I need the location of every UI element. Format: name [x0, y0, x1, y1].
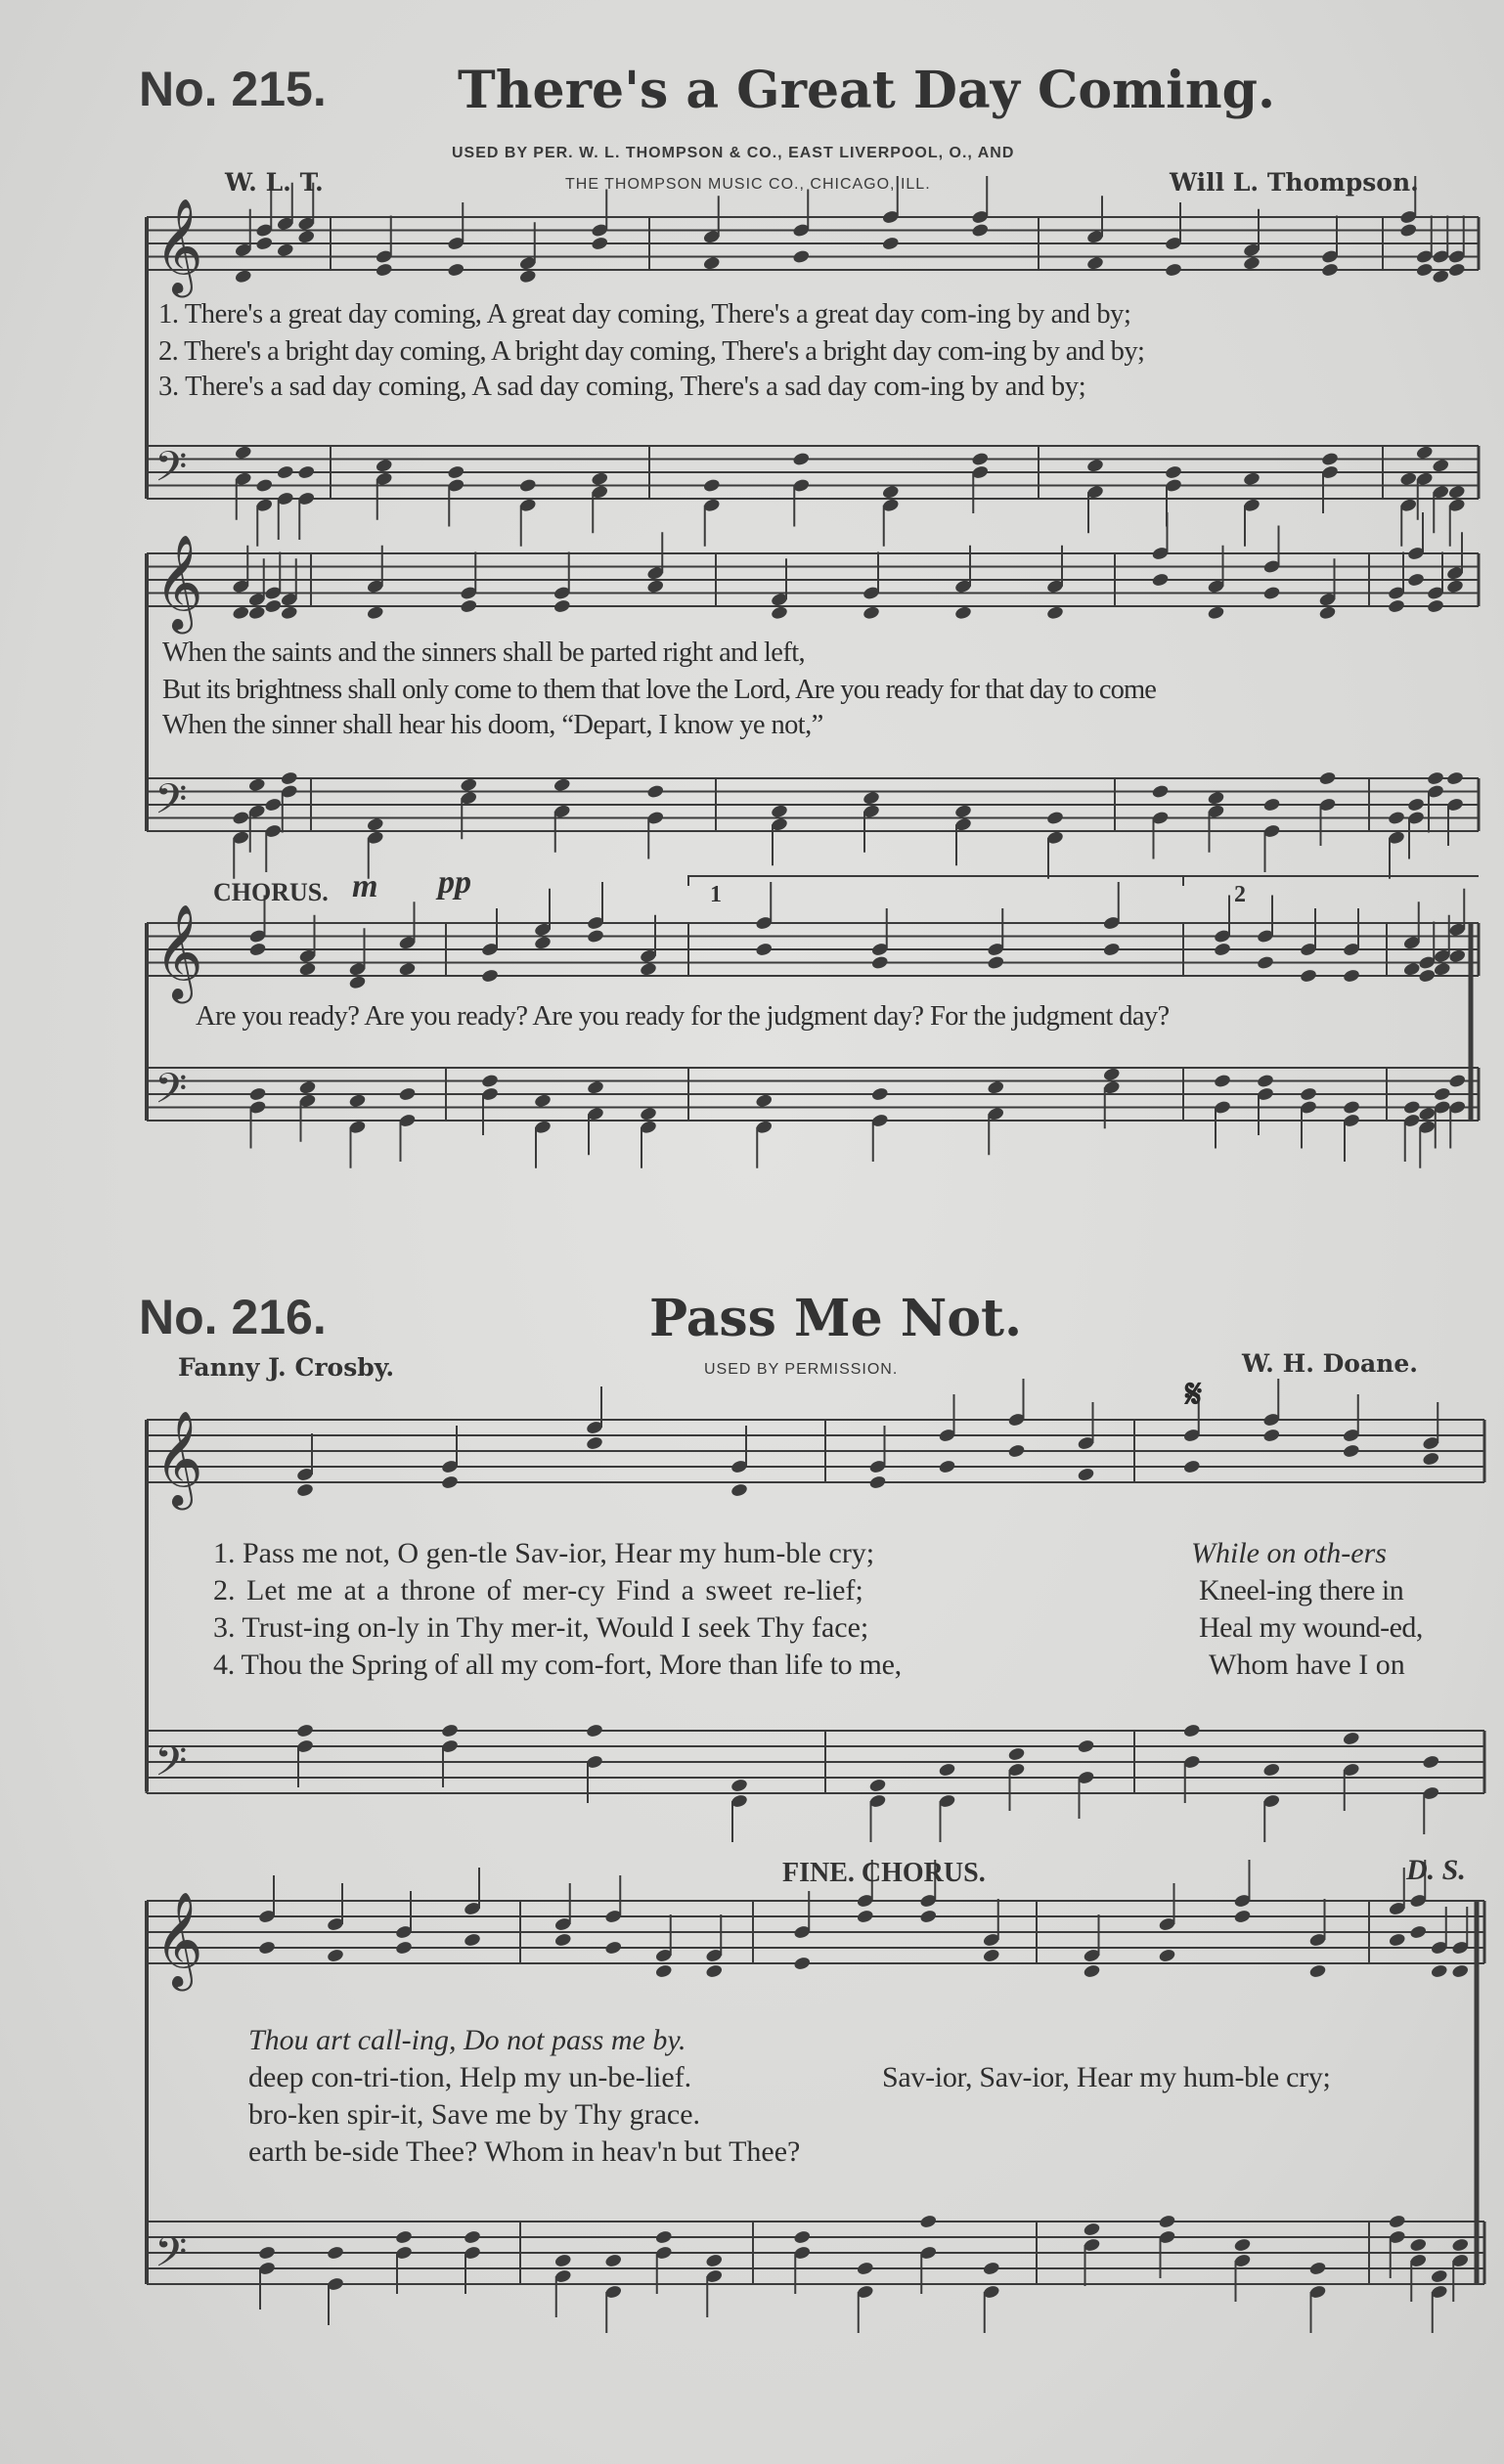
note-head — [1451, 1963, 1470, 1979]
note-head — [1300, 968, 1318, 984]
note-head — [247, 777, 266, 793]
note-head — [1233, 1909, 1252, 1924]
note-head — [1046, 811, 1065, 826]
note-head — [863, 790, 881, 806]
note-head — [881, 484, 900, 500]
note-head — [1007, 1746, 1026, 1762]
note-head — [771, 804, 789, 819]
bass-clef-icon: 𝄢 — [155, 775, 188, 834]
note-head — [987, 955, 1005, 971]
note-head — [297, 464, 316, 480]
note-head — [375, 458, 393, 473]
note-head — [1102, 942, 1121, 957]
note-head — [348, 1093, 367, 1109]
note-head — [1300, 1086, 1318, 1102]
note-head — [1407, 572, 1426, 588]
note-head — [464, 1932, 482, 1948]
verse-lyric: Kneel-ing there in — [1199, 1574, 1404, 1606]
note-head — [460, 598, 478, 614]
note-head — [919, 2214, 938, 2229]
note-head — [856, 2261, 874, 2276]
chorus-lyric: Sav-ior, Sav-ior, Hear my hum-ble cry; — [882, 2061, 1331, 2093]
note-head — [1402, 1100, 1421, 1116]
note-head — [954, 605, 973, 621]
note-head — [398, 1086, 417, 1102]
verse-lyric: 3. There's a sad day coming, A sad day coming, There's a sad day com-ing by and by; — [158, 372, 1086, 402]
note-head — [587, 929, 605, 945]
note-head — [1415, 262, 1434, 278]
note-head — [366, 816, 384, 832]
treble-clef-icon: 𝄞 — [155, 903, 203, 999]
note-head — [232, 605, 250, 621]
note-head — [1451, 2237, 1470, 2253]
verse-lyric: Thou art call-ing, Do not pass me by. — [248, 2024, 686, 2056]
note-head — [255, 478, 274, 494]
note-head — [553, 777, 571, 793]
note-head — [296, 1482, 315, 1498]
note-head — [1418, 1106, 1437, 1122]
bass-clef-icon: 𝄢 — [155, 1065, 188, 1123]
note-head — [481, 1074, 500, 1089]
note-head — [982, 1948, 1000, 1963]
note-head — [1262, 586, 1281, 601]
note-head — [586, 1435, 604, 1451]
note-head — [248, 1086, 267, 1102]
note-head — [518, 269, 537, 285]
note-head — [868, 1474, 887, 1490]
segno-sign: 𝄋 — [1185, 1371, 1203, 1417]
note-head — [395, 2229, 414, 2245]
note-head — [702, 478, 721, 494]
note-head — [1083, 1963, 1101, 1979]
note-head — [938, 1459, 956, 1474]
note-head — [1165, 262, 1183, 278]
note-head — [1007, 1443, 1026, 1459]
note-head — [755, 1093, 774, 1109]
note-head — [771, 605, 789, 621]
note-head — [234, 269, 252, 285]
note-head — [1086, 255, 1105, 271]
note-head — [640, 1106, 658, 1122]
verse-lyric: 3. Trust-ing on-ly in Thy mer-it, Would I seek Thy face; — [213, 1611, 869, 1644]
ending-bracket — [1183, 876, 1479, 886]
note-head — [702, 255, 721, 271]
note-head — [464, 2229, 482, 2245]
note-head — [1318, 605, 1337, 621]
bass-clef-icon: 𝄢 — [155, 1738, 188, 1796]
note-head — [264, 598, 283, 614]
note-head — [447, 262, 465, 278]
note-head — [1308, 2261, 1327, 2276]
note-head — [1318, 770, 1337, 786]
verse-lyric: deep con-tri-tion, Help my un-be-lief. — [248, 2061, 692, 2093]
note-head — [1432, 269, 1450, 285]
note-head — [1427, 770, 1445, 786]
verse-lyric: bro-ken spir-it, Save me by Thy grace. — [248, 2098, 701, 2131]
note-head — [258, 2245, 277, 2261]
verse-lyric: When the sinner shall hear his doom, “Depart, I know ye not,” — [162, 710, 823, 740]
note-head — [248, 942, 267, 957]
dynamic-marking: pp — [438, 864, 471, 901]
note-head — [730, 1482, 749, 1498]
verse-lyric: When the saints and the sinners shall be parted right and left, — [162, 638, 806, 668]
note-head — [534, 1093, 553, 1109]
treble-clef-icon: 𝄞 — [155, 1891, 203, 1987]
note-head — [234, 445, 252, 461]
note-head — [1432, 458, 1450, 473]
note-head — [1182, 1459, 1201, 1474]
note-head — [730, 1778, 749, 1793]
hymn-title: There's a Great Day Coming. — [458, 61, 1276, 120]
note-head — [1430, 1963, 1448, 1979]
note-head — [1422, 1451, 1440, 1467]
treble-clef-icon: 𝄞 — [155, 1410, 203, 1506]
note-head — [1446, 770, 1465, 786]
note-head — [792, 452, 811, 467]
note-head — [375, 262, 393, 278]
note-head — [856, 1909, 874, 1924]
note-head — [1214, 942, 1232, 957]
hymn-number: No. 216. — [139, 1290, 327, 1344]
note-head — [868, 1778, 887, 1793]
verse-lyric: 1. Pass me not, O gen-tle Sav-ior, Hear my hum-ble cry; — [213, 1537, 875, 1569]
note-head — [395, 1940, 414, 1956]
note-head — [1182, 1723, 1201, 1738]
verse-lyric: 2. Let me at a throne of mer-cy Find a sweet re-lief; — [213, 1574, 863, 1606]
note-head — [348, 975, 367, 990]
note-head — [1422, 1754, 1440, 1770]
note-head — [553, 2253, 572, 2268]
note-head — [1433, 1086, 1451, 1102]
note-head — [232, 811, 250, 826]
note-head — [604, 1940, 623, 1956]
note-head — [1321, 452, 1340, 467]
note-head — [938, 1762, 956, 1778]
note-head — [640, 961, 658, 977]
note-head — [1427, 598, 1445, 614]
note-head — [654, 2229, 673, 2245]
note-head — [654, 1963, 673, 1979]
note-head — [1447, 484, 1466, 500]
note-head — [1343, 968, 1361, 984]
note-head — [705, 2253, 724, 2268]
note-head — [1083, 2222, 1101, 2237]
lyricist: W. L. T. — [225, 168, 324, 197]
note-head — [1407, 797, 1426, 813]
note-head — [460, 777, 478, 793]
ending-number: 2 — [1234, 882, 1246, 907]
verse-lyric: While on oth-ers — [1191, 1537, 1387, 1569]
note-head — [1262, 1762, 1281, 1778]
note-head — [646, 784, 665, 800]
note-head — [1433, 961, 1451, 977]
note-head — [518, 478, 537, 494]
note-head — [1343, 1100, 1361, 1116]
note-head — [987, 1079, 1005, 1095]
fine-chorus-label: FINE. CHORUS. — [782, 1858, 986, 1888]
note-head — [863, 605, 881, 621]
note-head — [280, 770, 298, 786]
note-head — [1448, 948, 1467, 964]
note-head — [1388, 811, 1406, 826]
note-head — [793, 2229, 812, 2245]
note-head — [1262, 797, 1281, 813]
note-head — [586, 1723, 604, 1738]
note-head — [1158, 1948, 1176, 1963]
note-head — [1388, 1932, 1406, 1948]
note-head — [1151, 572, 1170, 588]
note-head — [553, 1932, 572, 1948]
note-head — [1077, 1467, 1095, 1482]
note-head — [1402, 961, 1421, 977]
note-head — [792, 249, 811, 265]
note-head — [276, 464, 294, 480]
note-head — [441, 1723, 460, 1738]
verse-lyric: Whom have I on — [1209, 1649, 1405, 1681]
ending-number: 1 — [710, 882, 722, 907]
note-head — [1409, 2237, 1428, 2253]
note-head — [247, 605, 266, 621]
dal-segno-label: D. S. — [1406, 1854, 1466, 1886]
note-head — [587, 1079, 605, 1095]
note-head — [1214, 1074, 1232, 1089]
note-head — [1447, 262, 1466, 278]
note-head — [755, 942, 774, 957]
note-head — [1321, 262, 1340, 278]
note-head — [604, 2253, 623, 2268]
verse-lyric: earth be-side Thee? Whom in heav'n but Thee? — [248, 2135, 801, 2168]
note-head — [1233, 2237, 1252, 2253]
note-head — [1077, 1738, 1095, 1754]
note-head — [280, 605, 298, 621]
bass-clef-icon: 𝄢 — [155, 443, 188, 502]
note-head — [298, 1079, 317, 1095]
treble-clef-icon: 𝄞 — [155, 534, 203, 630]
hymn-title: Pass Me Not. — [649, 1289, 1023, 1348]
note-head — [1399, 223, 1418, 239]
note-head — [870, 1086, 889, 1102]
note-head — [591, 471, 609, 487]
ending-bracket — [688, 876, 1183, 886]
verse-lyric: But its brightness shall only come to them that love the Lord, Are you ready for that day to come — [162, 675, 1157, 705]
note-head — [1388, 598, 1406, 614]
verse-lyric: 4. Thou the Spring of all my com-fort, More than life to me, — [213, 1649, 902, 1681]
note-head — [1151, 784, 1170, 800]
note-head — [1446, 579, 1465, 594]
note-head — [954, 804, 973, 819]
note-head — [258, 1940, 277, 1956]
note-head — [705, 1963, 724, 1979]
chorus-lyric: Are you ready? Are you ready? Are you ready for the judgment day? For the judgment day? — [196, 1001, 1170, 1032]
note-head — [297, 229, 316, 244]
note-head — [553, 598, 571, 614]
note-head — [919, 1909, 938, 1924]
note-head — [1342, 1443, 1360, 1459]
note-head — [481, 968, 500, 984]
note-head — [398, 961, 417, 977]
composer: W. H. Doane. — [1242, 1349, 1418, 1378]
note-head — [1207, 605, 1225, 621]
chorus-label: CHORUS. — [213, 878, 329, 906]
treble-clef-icon: 𝄞 — [155, 198, 203, 293]
verse-lyric: Heal my wound-ed, — [1199, 1611, 1423, 1644]
note-head — [1448, 1074, 1467, 1089]
note-head — [1409, 1924, 1428, 1940]
note-head — [971, 223, 990, 239]
note-head — [1086, 458, 1105, 473]
note-head — [1257, 955, 1275, 971]
note-head — [1207, 790, 1225, 806]
verse-lyric: 2. There's a bright day coming, A bright day coming, There's a bright day com-ing by and by; — [158, 336, 1145, 367]
note-head — [1243, 471, 1261, 487]
note-head — [1430, 2268, 1448, 2284]
note-head — [982, 2261, 1000, 2276]
note-head — [881, 236, 900, 251]
note-head — [441, 1474, 460, 1490]
lyricist: Fanny J. Crosby. — [178, 1353, 395, 1382]
note-head — [793, 1956, 812, 1971]
verse-lyric: 1. There's a great day coming, A great day coming, There's a great day com-ing by and by; — [158, 299, 1131, 330]
composer: Will L. Thompson. — [1170, 168, 1419, 197]
note-head — [1046, 605, 1065, 621]
note-head — [1308, 1963, 1327, 1979]
note-head — [296, 1723, 315, 1738]
note-head — [1243, 255, 1261, 271]
note-head — [264, 797, 283, 813]
note-head — [255, 236, 274, 251]
note-head — [1388, 2214, 1406, 2229]
permission-line: THE THOMPSON MUSIC CO., CHICAGO, ILL. — [565, 176, 931, 193]
hymn-number: No. 215. — [139, 62, 327, 116]
note-head — [1399, 471, 1418, 487]
note-head — [1102, 1067, 1121, 1082]
note-head — [591, 236, 609, 251]
note-head — [646, 579, 665, 594]
note-head — [1418, 968, 1437, 984]
note-head — [327, 1948, 345, 1963]
note-head — [870, 955, 889, 971]
permission-line: USED BY PER. W. L. THOMPSON & CO., EAST LIVERPOOL, O., AND — [452, 145, 1015, 161]
note-head — [1257, 1074, 1275, 1089]
note-head — [327, 2245, 345, 2261]
note-head — [1262, 1428, 1281, 1443]
note-head — [298, 961, 317, 977]
permission-line: USED BY PERMISSION. — [704, 1361, 899, 1378]
dynamic-marking: m — [352, 868, 378, 904]
note-head — [534, 935, 553, 950]
note-head — [971, 452, 990, 467]
bass-clef-icon: 𝄢 — [155, 2228, 188, 2287]
note-head — [1158, 2214, 1176, 2229]
note-head — [1415, 445, 1434, 461]
note-head — [366, 605, 384, 621]
note-head — [1165, 464, 1183, 480]
note-head — [447, 464, 465, 480]
note-head — [1342, 1731, 1360, 1746]
note-head — [276, 242, 294, 258]
